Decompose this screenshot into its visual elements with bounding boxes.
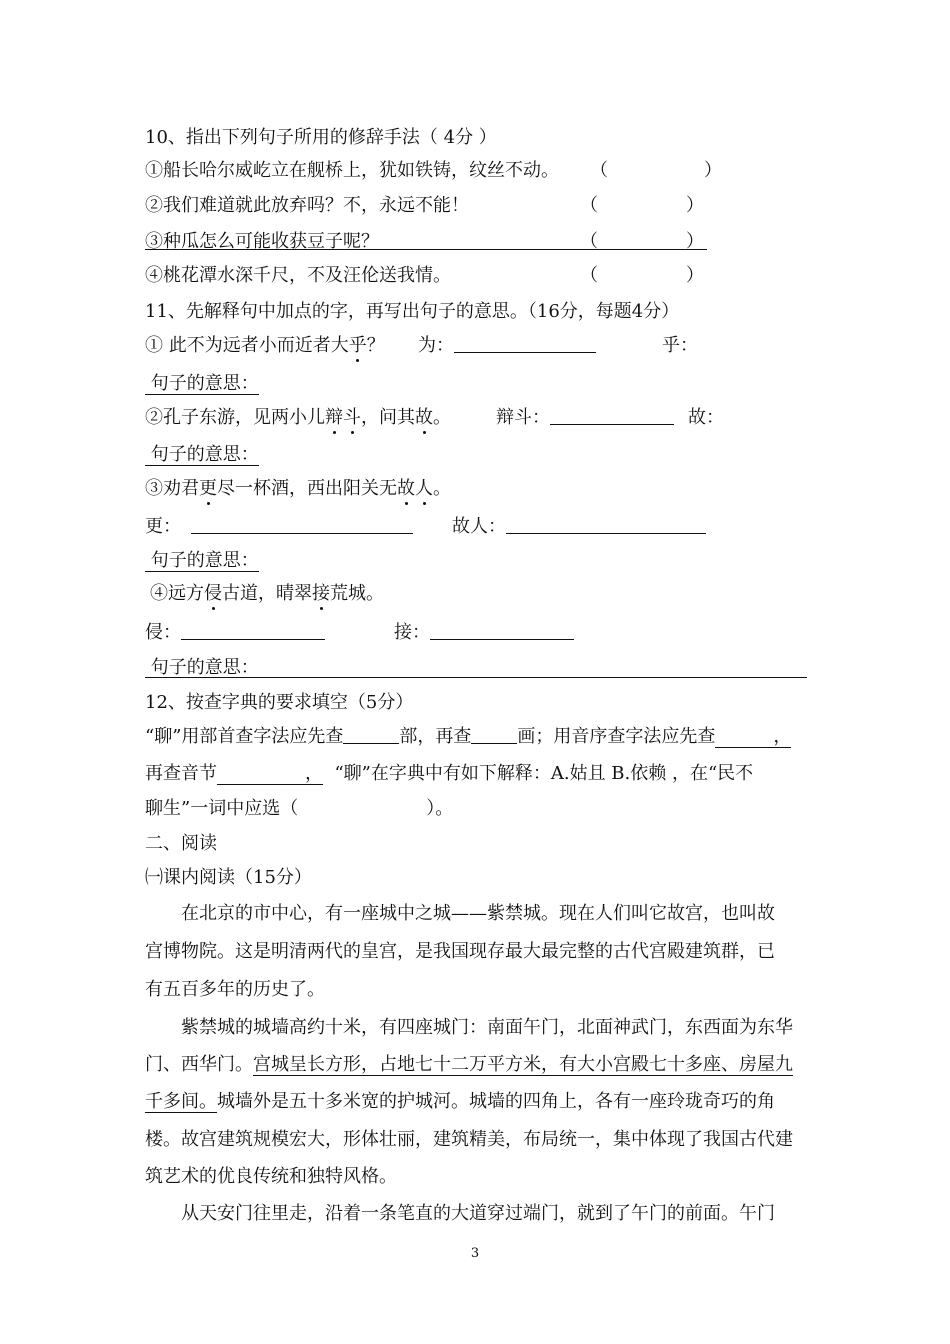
q11-title: 11、先解释句中加点的字，再写出句子的意思。（16分，每题4分） xyxy=(145,301,680,322)
q12-line-3: 聊生”一词中应选（ ）。 xyxy=(145,798,454,819)
q12-line-2: 再查音节 ， “聊”在字典中有如下解释：A.姑且 B.依赖 ，在“民不 xyxy=(145,763,754,784)
q10-answer-4[interactable]: （ ） xyxy=(580,265,704,286)
passage-line: 千多间。城墙外是五十多米宽的护城河。城墙的四角上，各有一座玲珑奇巧的角 xyxy=(145,1091,775,1112)
q11-s2-field-biandou[interactable]: 辩斗： xyxy=(496,406,674,430)
q11-sentence-3: ③劝君更尽一杯酒，西出阳关无故人。 xyxy=(145,478,451,499)
q10-item-2: ②我们难道就此放弃吗？不，永远不能！ xyxy=(145,195,469,216)
q10-item-3: ③种瓜怎么可能收获豆子呢？ xyxy=(145,231,379,252)
underlined-sentence: 千多间。 xyxy=(145,1091,217,1112)
q11-s4-field-qin[interactable]: 侵： xyxy=(145,621,325,645)
subsection-heading: ㈠课内阅读（15分） xyxy=(145,867,312,888)
q10-item-3-underline xyxy=(145,249,707,250)
q11-s4-field-jie[interactable]: 接： xyxy=(394,621,574,645)
q10-title: 10、指出下列句子所用的修辞手法（ 4分 ） xyxy=(145,127,497,148)
dotted-char: 乎 xyxy=(348,335,367,356)
passage-line: 有五百多年的历史了。 xyxy=(145,979,325,1000)
q12-line-1: “聊”用部首查字法应先查 部，再查 画；用音序查字法应先查 ， xyxy=(145,726,792,747)
q11-sentence-2: ②孔子东游，见两小儿辩斗，问其故。 xyxy=(145,407,451,428)
q11-s2-field-gu: 故： xyxy=(688,407,724,428)
passage-line: 门、西华门。宫城呈长方形，占地七十二万平方米，有大小宫殿七十多座、房屋九 xyxy=(145,1054,793,1075)
passage-line: 宫博物院。这是明清两代的皇宫，是我国现存最大最完整的古代宫殿建筑群，已 xyxy=(145,941,775,962)
q11-s4-meaning[interactable]: 句子的意思： xyxy=(150,657,259,678)
passage-line: 从天安门往里走，沿着一条笔直的大道穿过端门，就到了午门的前面。午门 xyxy=(181,1203,775,1224)
passage-line: 楼。故宫建筑规模宏大，形体壮丽，建筑精美，布局统一，集中体现了我国古代建 xyxy=(145,1129,793,1150)
q11-s1-meaning[interactable]: 句子的意思： xyxy=(145,372,259,396)
q12-title: 12、按查字典的要求填空（5分） xyxy=(145,692,414,713)
q12-blank-syllable[interactable]: ， xyxy=(217,763,323,785)
q11-s3-field-geng[interactable]: 更： xyxy=(145,515,413,539)
q11-s1-field-wei[interactable]: 为： xyxy=(418,334,596,358)
q12-blank-letter[interactable]: ， xyxy=(715,726,791,748)
passage-line: 紫禁城的城墙高约十米，有四座城门：南面午门，北面神武门，东西面为东华 xyxy=(181,1017,793,1038)
section-heading: 二、阅读 xyxy=(145,833,217,854)
passage-line: 筑艺术的优良传统和独特风格。 xyxy=(145,1166,397,1187)
q11-s4-meaning-line xyxy=(145,677,807,678)
q11-s3-meaning[interactable]: 句子的意思： xyxy=(145,549,259,573)
q12-blank-strokes[interactable] xyxy=(471,725,517,744)
q11-s2-meaning[interactable]: 句子的意思： xyxy=(145,443,259,467)
q10-item-4: ④桃花潭水深千尺，不及汪伦送我情。 xyxy=(145,265,451,286)
underlined-sentence: 宫城呈长方形，占地七十二万平方米，有大小宫殿七十多座、房屋九 xyxy=(253,1054,793,1075)
q10-answer-2[interactable]: （ ） xyxy=(580,195,704,216)
q11-sentence-4: ④远方侵古道，晴翠接荒城。 xyxy=(150,583,384,604)
q11-sentence-1: ① 此不为远者小而近者大乎？ xyxy=(145,335,385,356)
q10-item-1: ①船长哈尔威屹立在舰桥上，犹如铁铸，纹丝不动。 xyxy=(145,160,559,181)
q10-answer-1[interactable]: （ ） xyxy=(590,160,722,181)
q12-blank-radical[interactable] xyxy=(343,725,399,744)
q10-answer-3[interactable]: （ ） xyxy=(580,231,704,252)
q11-s1-field-hu: 乎： xyxy=(662,335,698,356)
passage-line: 在北京的市中心，有一座城中之城——紫禁城。现在人们叫它故宫，也叫故 xyxy=(181,903,775,924)
page-number: 3 xyxy=(470,1246,480,1261)
q11-s3-field-guren[interactable]: 故人： xyxy=(452,515,706,539)
